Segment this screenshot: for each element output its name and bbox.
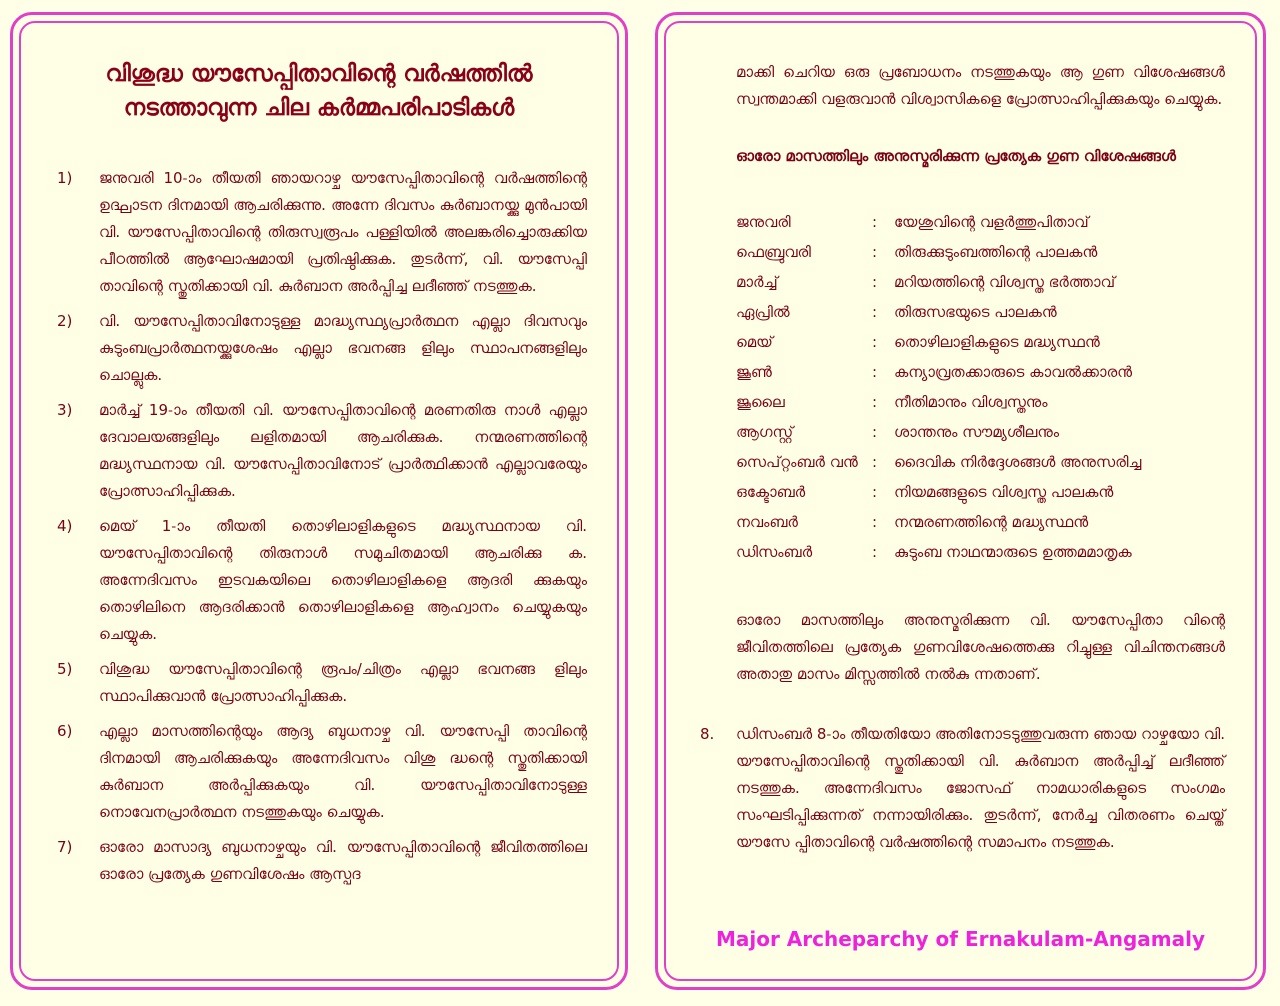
month-name: നവംബർ <box>736 513 798 531</box>
month-name: ഡിസംബർ <box>736 543 813 561</box>
month-name: ജനുവരി <box>736 213 791 231</box>
list-item <box>57 834 587 888</box>
month-row <box>736 417 1225 447</box>
month-name: സെപ്റ്റംബർ വൻ <box>736 453 858 471</box>
list-item <box>57 397 587 505</box>
month-row <box>736 357 1225 387</box>
right-page <box>655 12 1266 990</box>
month-row <box>736 267 1225 297</box>
month-row <box>736 537 1225 567</box>
month-row <box>736 297 1225 327</box>
month-virtue: തിരുക്കുടുംബത്തിന്റെ പാലകൻ <box>894 243 1098 261</box>
month-name: ഒക്ടോബർ <box>736 483 806 501</box>
month-name: ഫെബ്രുവരി <box>736 243 811 261</box>
separator: : <box>872 423 878 441</box>
item-text: വിശുദ്ധ യൗസേപ്പിതാവിന്റെ രൂപം/ചിത്രം എല്ലാ ഭവനങ്ങ ളിലും സ്ഥാപിക്കുവാൻ പ്രോത്സാഹിപ്പിക്കുക. <box>99 660 587 705</box>
month-row <box>736 477 1225 507</box>
item-text: ഓരോ മാസാദ്യ ബുധനാഴ്ചയും വി. യൗസേപ്പിതാവിന്റെ ജീവിതത്തിലെ ഓരോ പ്രത്യേക ഗുണവിശേഷം ആസ്പദ <box>99 838 587 883</box>
item-text: മാർച്ച് 19-ാം തീയതി വി. യൗസേപ്പിതാവിന്റെ മരണതിരു നാൾ എല്ലാ ദേവാലയങ്ങളിലും ലളിതമായി ആചരിക്കുക. നന്മരണത്തിന്റെ മദ്ധ്യസ്ഥനായ വി. യൗസേപ്പിതാവിനോട് പ്രാർത്ഥിക്കാൻ എല്ലാവരേയും പ്രോത്സാഹിപ്പിക്കുക. <box>99 401 587 500</box>
month-virtue: നിയമങ്ങളുടെ വിശ്വസ്ത പാലകൻ <box>894 483 1114 501</box>
months-heading: ഓരോ മാസത്തിലും അനുസ്മരിക്കുന്ന പ്രത്യേക ഗുണ വിശേഷങ്ങൾ <box>736 147 1176 165</box>
month-row <box>736 327 1225 357</box>
month-row <box>736 507 1225 537</box>
month-row <box>736 387 1225 417</box>
separator: : <box>872 513 878 531</box>
list-item <box>700 721 1225 856</box>
item-number: 8. <box>700 725 715 743</box>
footer-publisher: Major Archeparchy of Ernakulam-Angamaly <box>715 927 1206 951</box>
separator: : <box>872 333 878 351</box>
month-virtue: തിരുസഭയുടെ പാലകൻ <box>894 303 1057 321</box>
month-virtue: ദൈവിക നിർദ്ദേശങ്ങൾ അനുസരിച്ച <box>894 453 1142 471</box>
month-virtue: കുടുംബ നാഥന്മാരുടെ ഉത്തമമാതൃക <box>894 543 1132 561</box>
separator: : <box>872 303 878 321</box>
item-text: മെയ് 1-ാം തീയതി തൊഴിലാളികളുടെ മദ്ധ്യസ്ഥനായ വി. യൗസേപ്പിതാവിന്റെ തിരുനാൾ സമുചിതമായി ആചരിക്കു ക. അന്നേദിവസം ഇടവകയിലെ തൊഴിലാളികളെ ആദരി ക്കുകയും തൊഴിലിനെ ആദരിക്കാൻ തൊഴിലാളികളെ ആഹ്വാനം ചെയ്യുകയും ചെയ്യുക. <box>99 517 587 643</box>
month-virtue: കന്യാവ്രതക്കാരുടെ കാവൽക്കാരൻ <box>894 363 1133 381</box>
page-title <box>13 57 625 125</box>
separator: : <box>872 273 878 291</box>
separator: : <box>872 363 878 381</box>
separator: : <box>872 543 878 561</box>
month-name: മെയ് <box>736 333 773 351</box>
month-row <box>736 207 1225 237</box>
separator: : <box>872 393 878 411</box>
month-virtue: തൊഴിലാളികളുടെ മദ്ധ്യസ്ഥൻ <box>894 333 1100 351</box>
months-table <box>736 207 1225 567</box>
month-row <box>736 237 1225 267</box>
month-row <box>736 447 1225 477</box>
list-item <box>57 308 587 389</box>
left-page <box>10 12 628 990</box>
month-name: മാർച്ച് <box>736 273 778 291</box>
separator: : <box>872 213 878 231</box>
month-virtue: നന്മരണത്തിന്റെ മദ്ധ്യസ്ഥൻ <box>894 513 1089 531</box>
reflection-paragraph: ഓരോ മാസത്തിലും അനുസ്മരിക്കുന്ന വി. യൗസേപ്പിതാ വിന്റെ ജീവിതത്തിലെ പ്രത്യേക ഗുണവിശേഷത്തെക്കു റിച്ചുള്ള വിചിന്തനങ്ങൾ അതാതു മാസം മിസ്സത്തിൽ നൽകു ന്നതാണ്. <box>736 611 1225 683</box>
month-virtue: ശാന്തനും സൗമ്യശീലനും <box>894 423 1060 441</box>
month-name: ജൂൺ <box>736 363 772 381</box>
item-number: 5) <box>57 660 73 678</box>
item-number: 7) <box>57 838 73 856</box>
month-name: ഏപ്രിൽ <box>736 303 790 321</box>
month-virtue: യേശുവിന്റെ വളർത്തുപിതാവ് <box>894 213 1089 231</box>
item-number: 4) <box>57 517 73 535</box>
activity-list <box>57 165 587 896</box>
item-number: 2) <box>57 312 73 330</box>
list-item <box>57 718 587 826</box>
title-line-1: വിശുദ്ധ യൗസേപ്പിതാവിന്റെ വർഷത്തിൽ <box>105 61 533 87</box>
month-virtue: നീതിമാനും വിശ്വസ്തനും <box>894 393 1048 411</box>
continuation-text: മാക്കി ചെറിയ ഒരു പ്രബോധനം നടത്തുകയും ആ ഗുണ വിശേഷങ്ങൾ സ്വന്തമാക്കി വളരുവാൻ വിശ്വാസികളെ പ്രോത്സാഹിപ്പിക്കുകയും ചെയ്യുക. <box>736 63 1225 108</box>
month-name: ജൂലൈ <box>736 393 785 411</box>
item-text: ഡിസംബർ 8-ാം തീയതിയോ അതിനോടടുത്തുവരുന്ന ഞായ റാഴ്ചയോ വി. യൗസേപ്പിതാവിന്റെ സ്തുതിക്കായി വി. കുർബാന അർപ്പിച്ച് ലദീഞ്ഞ് നടത്തുക. അന്നേദിവസം ജോസഫ് നാമധാരികളുടെ സംഗമം സംഘടിപ്പിക്കുന്നത് നന്നായിരിക്കും. തുടർന്ന്, നേർച്ച വിതരണം ചെയ്ത് യൗസേ പ്പിതാവിന്റെ വർഷത്തിന്റെ സമാപനം നടത്തുക. <box>736 725 1225 851</box>
separator: : <box>872 243 878 261</box>
item-number: 1) <box>57 169 73 187</box>
item-text: വി. യൗസേപ്പിതാവിനോടുള്ള മാദ്ധ്യസ്ഥ്യപ്രാർത്ഥന എല്ലാ ദിവസവും കുടുംബപ്രാർത്ഥനയ്ക്കുശേഷം എല്ലാ ഭവനങ്ങ ളിലും സ്ഥാപനങ്ങളിലും ചൊല്ലുക. <box>99 312 587 384</box>
separator: : <box>872 453 878 471</box>
item-text: ജനുവരി 10-ാം തീയതി ഞായറാഴ്ച യൗസേപ്പിതാവിന്റെ വർഷത്തിന്റെ ഉദ്ഘാടന ദിനമായി ആചരിക്കുന്നു. അന്നേ ദിവസം കുർബാനയ്ക്കു മുൻപായി വി. യൗസേപ്പിതാവിന്റെ തിരുസ്വരൂപം പള്ളിയിൽ അലങ്കരിച്ചൊരുക്കിയ പീഠത്തിൽ ആഘോഷമായി പ്രതിഷ്ഠിക്കുക. തുടർന്ന്, വി. യൗസേപ്പി താവിന്റെ സ്തുതിക്കായി വി. കുർബാന അർപ്പിച്ച ലദീഞ്ഞ് നടത്തുക. <box>99 169 587 295</box>
item-number: 3) <box>57 401 73 419</box>
title-line-2: നടത്താവുന്ന ചില കർമ്മപരിപാടികൾ <box>123 95 515 121</box>
item-text: എല്ലാ മാസത്തിന്റെയും ആദ്യ ബുധനാഴ്ച വി. യൗസേപ്പി താവിന്റെ ദിനമായി ആചരിക്കുകയും അന്നേദിവസം വിശു ദ്ധന്റെ സ്തുതിക്കായി കുർബാന അർപ്പിക്കുകയും വി. യൗസേപ്പിതാവിനോടുള്ള നൊവേനപ്രാർത്ഥന നടത്തുകയും ചെയ്യുക. <box>99 722 587 821</box>
list-item <box>57 165 587 300</box>
month-name: ആഗസ്റ്റ് <box>736 423 794 441</box>
item-number: 6) <box>57 722 73 740</box>
separator: : <box>872 483 878 501</box>
list-item <box>57 513 587 648</box>
list-item <box>57 656 587 710</box>
month-virtue: മറിയത്തിന്റെ വിശ്വസ്ത ഭർത്താവ് <box>894 273 1115 291</box>
